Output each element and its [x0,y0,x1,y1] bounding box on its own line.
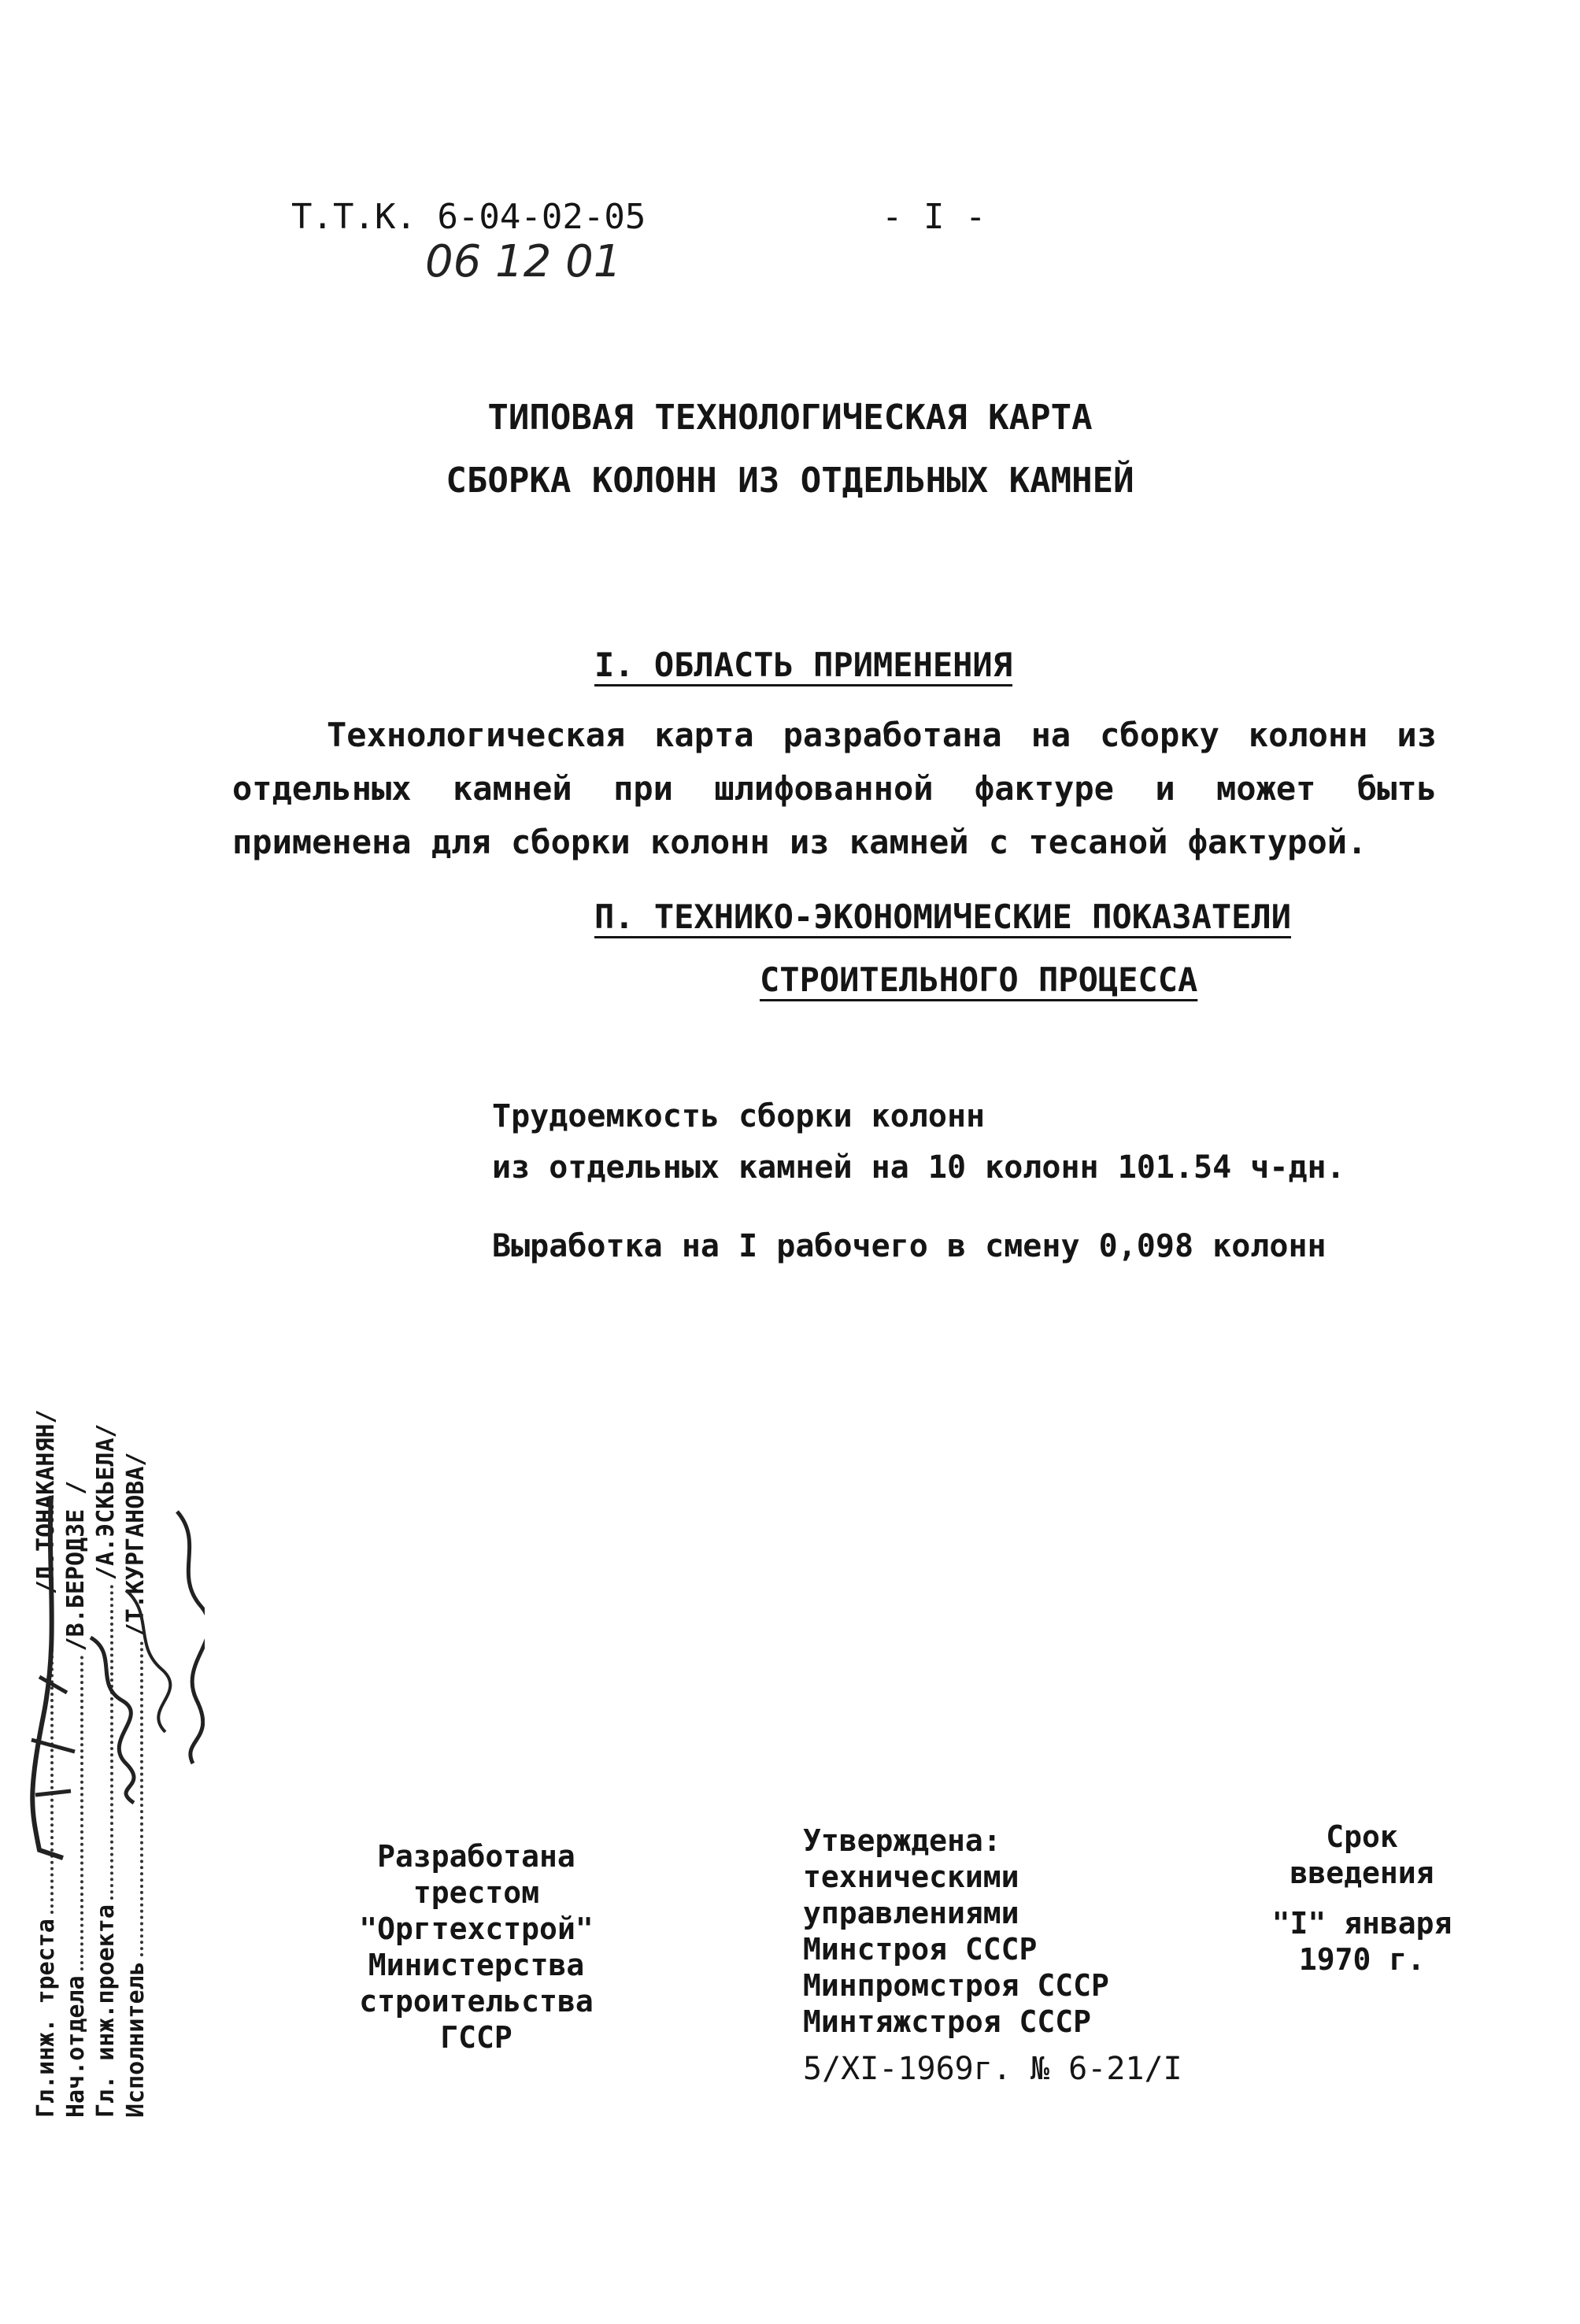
signer-name: /Т.КУРГАНОВА/ [122,1452,150,1638]
signer-role: Исполнитель [122,1961,150,2118]
document-subcode: 06 12 01 [425,236,622,287]
term-line: 1970 г. [1298,1942,1426,1977]
signature-1 [32,1496,63,1858]
signer-name: /А.ЭСКЬЕЛА/ [92,1423,120,1581]
signer-name: /Л.ТОНАКАНЯН/ [32,1409,60,1595]
document-code: Т.Т.К. 6-04-02-05 [291,197,646,237]
approved-line: Утверждена: [803,1823,1001,1858]
developed-line: "Оргтехстрой" [359,1911,594,1946]
approved-by-block [803,1823,1244,2087]
term-line: "I" января [1271,1906,1452,1941]
developed-by-block [331,1838,622,2056]
approved-line: Минстроя СССР [803,1932,1038,1967]
handwritten-signatures [16,1480,205,1897]
developed-line: трестом [413,1875,540,1910]
productivity-line: Выработка на I рабочего в смену 0,098 колонн [492,1228,1327,1264]
approval-reference: 5/XI-1969г. № 6-21/I [803,2051,1182,2087]
developed-line: Разработана [377,1839,575,1874]
signer-role: Гл.инж. треста [32,1919,60,2118]
developed-line: Министерства [368,1948,585,1982]
signer-role: Гл. инж.проекта [92,1904,120,2118]
term-line: введения [1290,1856,1434,1890]
signature-4 [177,1512,205,1763]
approved-line: Минтяжстроя СССР [803,2004,1092,2039]
section-1-text: Технологическая карта разработана на сборку колонн из отдельных камней при шлифованной фактуре и может быть применена для сборки колонн из камней с тесаной фактурой. [232,716,1437,861]
signature-2 [91,1638,134,1803]
labor-intensity-line-1: Трудоемкость сборки колонн [492,1098,986,1134]
term-line: Срок [1326,1819,1398,1854]
approved-line: техническими [803,1860,1019,1894]
section-2-heading-line-1: П. ТЕХНИКО-ЭКОНОМИЧЕСКИЕ ПОКАЗАТЕЛИ [594,897,1292,936]
approved-line: Минпромстроя СССР [803,1968,1109,2003]
page-number: - I - [882,197,986,237]
signer-name: /В.БЕРОДЗЕ / [62,1480,90,1652]
developed-line: ГССР [440,2020,512,2055]
labor-intensity-line-2: из отдельных камней на 10 колонн 101.54 ч-дн. [492,1149,1345,1186]
effective-date-block [1236,1819,1488,1978]
signer-role: Нач.отдела [62,1975,90,2118]
title-line-1: ТИПОВАЯ ТЕХНОЛОГИЧЕСКАЯ КАРТА [487,398,1093,438]
title-line-2: СБОРКА КОЛОНН ИЗ ОТДЕЛЬНЫХ КАМНЕЙ [446,461,1134,501]
section-1-heading: I. ОБЛАСТЬ ПРИМЕНЕНИЯ [594,646,1013,684]
developed-line: строительства [359,1984,594,2019]
approved-line: управлениями [803,1896,1019,1930]
section-2-heading-line-2: СТРОИТЕЛЬНОГО ПРОЦЕССА [760,960,1198,999]
